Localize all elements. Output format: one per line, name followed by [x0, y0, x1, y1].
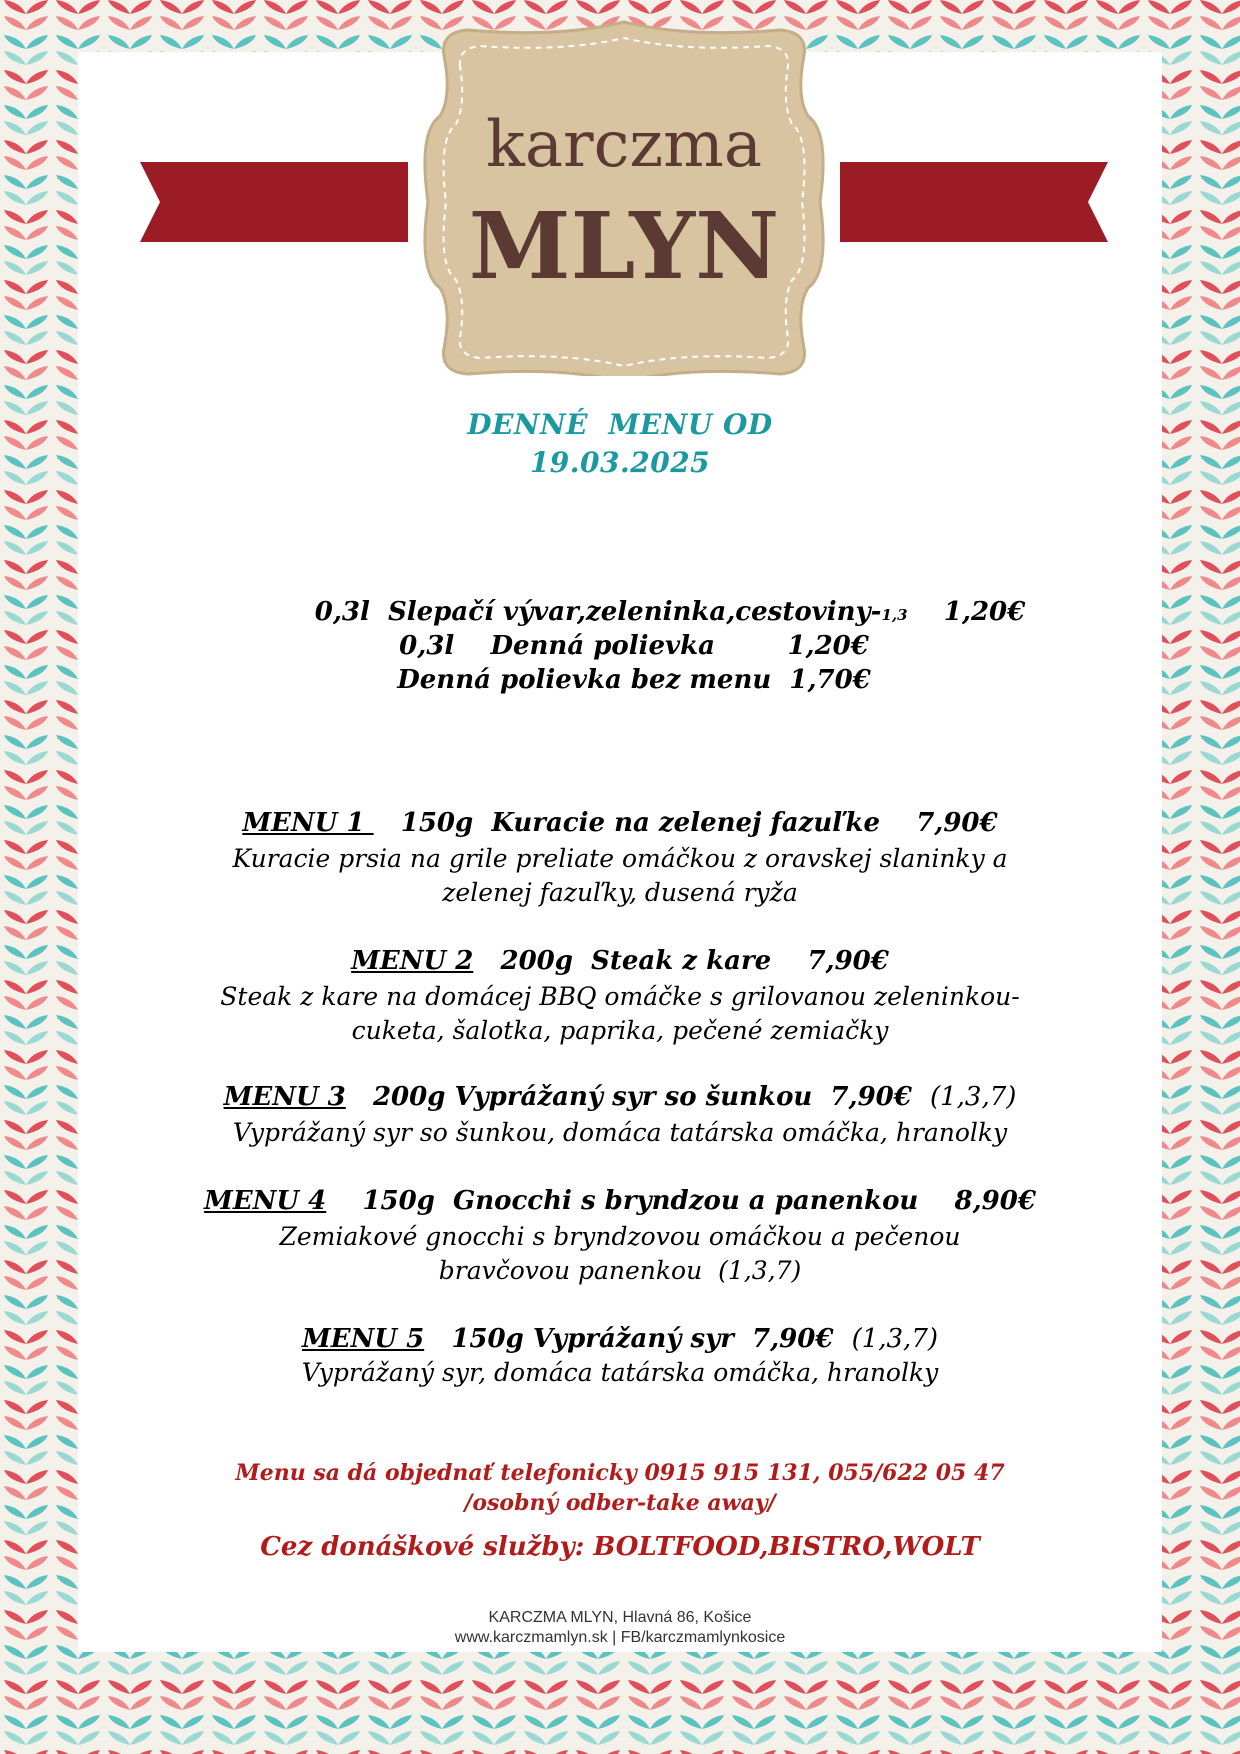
soup-name: Denná polievka bez menu [397, 665, 772, 695]
soup-name: 0,3l Slepačí vývar,zeleninka,cestoviny- [314, 597, 882, 627]
delivery-note: Cez donáškové služby: BOLTFOOD,BISTRO,WOLT [260, 1532, 980, 1562]
menu-title-line1: DENNÉ MENU OD [467, 408, 773, 441]
menu-2-description [0, 980, 1240, 1048]
menu-3-description [0, 1116, 1240, 1150]
menu-name: Vyprážaný syr [532, 1324, 734, 1354]
menu-weight: 200g [372, 1082, 446, 1112]
menu-desc-line: Zemiakové gnocchi s bryndzovou omáčkou a pečenou [279, 1222, 961, 1251]
menu-title [0, 406, 1240, 482]
menu-label: MENU 3 [223, 1082, 346, 1112]
footer [0, 1608, 1240, 1648]
menu-label: MENU 5 [301, 1324, 425, 1354]
menu-weight: 150g [400, 808, 474, 838]
menu-5-description [0, 1356, 1240, 1390]
order-takeaway-line: /osobný odber-take away/ [464, 1490, 776, 1516]
menu-5-heading [0, 1322, 1240, 1356]
menu-name: Gnocchi s bryndzou a panenkou [453, 1186, 919, 1216]
menu-desc-line: Vyprážaný syr, domáca tatárska omáčka, hranolky [301, 1358, 939, 1387]
soup-price: 1,20€ [787, 631, 869, 661]
menu-desc-line: Vyprážaný syr so šunkou, domáca tatárska omáčka, hranolky [232, 1118, 1008, 1147]
menu-name: Steak z kare [591, 946, 772, 976]
soup-row-2 [14, 630, 1240, 662]
menu-price: 8,90€ [954, 1186, 1036, 1216]
menu-4-heading [0, 1184, 1240, 1218]
order-phone-line: Menu sa dá objednať telefonicky 0915 915 131, 055/622 05 47 [235, 1460, 1005, 1486]
menu-desc-line: Kuracie prsia na grile preliate omáčkou z oravskej slaninky a [232, 844, 1008, 873]
menu-2-heading [0, 944, 1240, 978]
footer-website-link[interactable]: www.karczmamlyn.sk | FB/karczmamlynkosice [454, 1629, 786, 1646]
menu-desc-line: zelenej fazuľky, dusená ryža [442, 878, 798, 907]
menu-1-description [0, 842, 1240, 910]
menu-weight: 150g [451, 1324, 524, 1354]
soup-allergens: 1,3 [881, 606, 908, 624]
menu-price: 7,90€ [752, 1324, 834, 1354]
menu-name: Vyprážaný syr so šunkou [454, 1082, 813, 1112]
menu-allergens: (1,3,7) [851, 1324, 939, 1354]
menu-allergens: (1,3,7) [929, 1082, 1017, 1112]
menu-name: Kuracie na zelenej fazuľke [491, 808, 880, 838]
logo-text-mlyn: MLYN [468, 192, 780, 300]
menu-price: 7,90€ [807, 946, 889, 976]
footer-address: KARCZMA MLYN, Hlavná 86, Košice [488, 1609, 752, 1626]
menu-label: MENU 2 [351, 946, 474, 976]
menu-desc-line: cuketa, šalotka, paprika, pečené zemiačky [351, 1016, 889, 1045]
soup-name: 0,3l Denná polievka [399, 631, 716, 661]
soup-price: 1,70€ [789, 665, 871, 695]
menu-label: MENU 1 [242, 808, 374, 838]
menu-1-heading [0, 806, 1240, 840]
menu-weight: 150g [362, 1186, 435, 1216]
menu-price: 7,90€ [916, 808, 998, 838]
menu-4-description [0, 1220, 1240, 1288]
menu-price: 7,90€ [830, 1082, 912, 1112]
menu-desc-line: Steak z kare na domácej BBQ omáčke s grilovanou zeleninkou- [220, 982, 1020, 1011]
menu-desc-line: bravčovou panenkou (1,3,7) [438, 1256, 802, 1285]
menu-date: 19.03.2025 [529, 446, 711, 479]
logo-text-karczma: karczma [486, 108, 762, 182]
soup-row-3 [14, 664, 1240, 696]
menu-label: MENU 4 [204, 1186, 327, 1216]
menu-3-heading [0, 1080, 1240, 1114]
menu-weight: 200g [500, 946, 573, 976]
soup-price: 1,20€ [943, 597, 1026, 627]
karczma-mlyn-logo [140, 16, 1108, 376]
order-note [0, 1458, 1240, 1518]
soup-row-1 [50, 596, 1240, 631]
